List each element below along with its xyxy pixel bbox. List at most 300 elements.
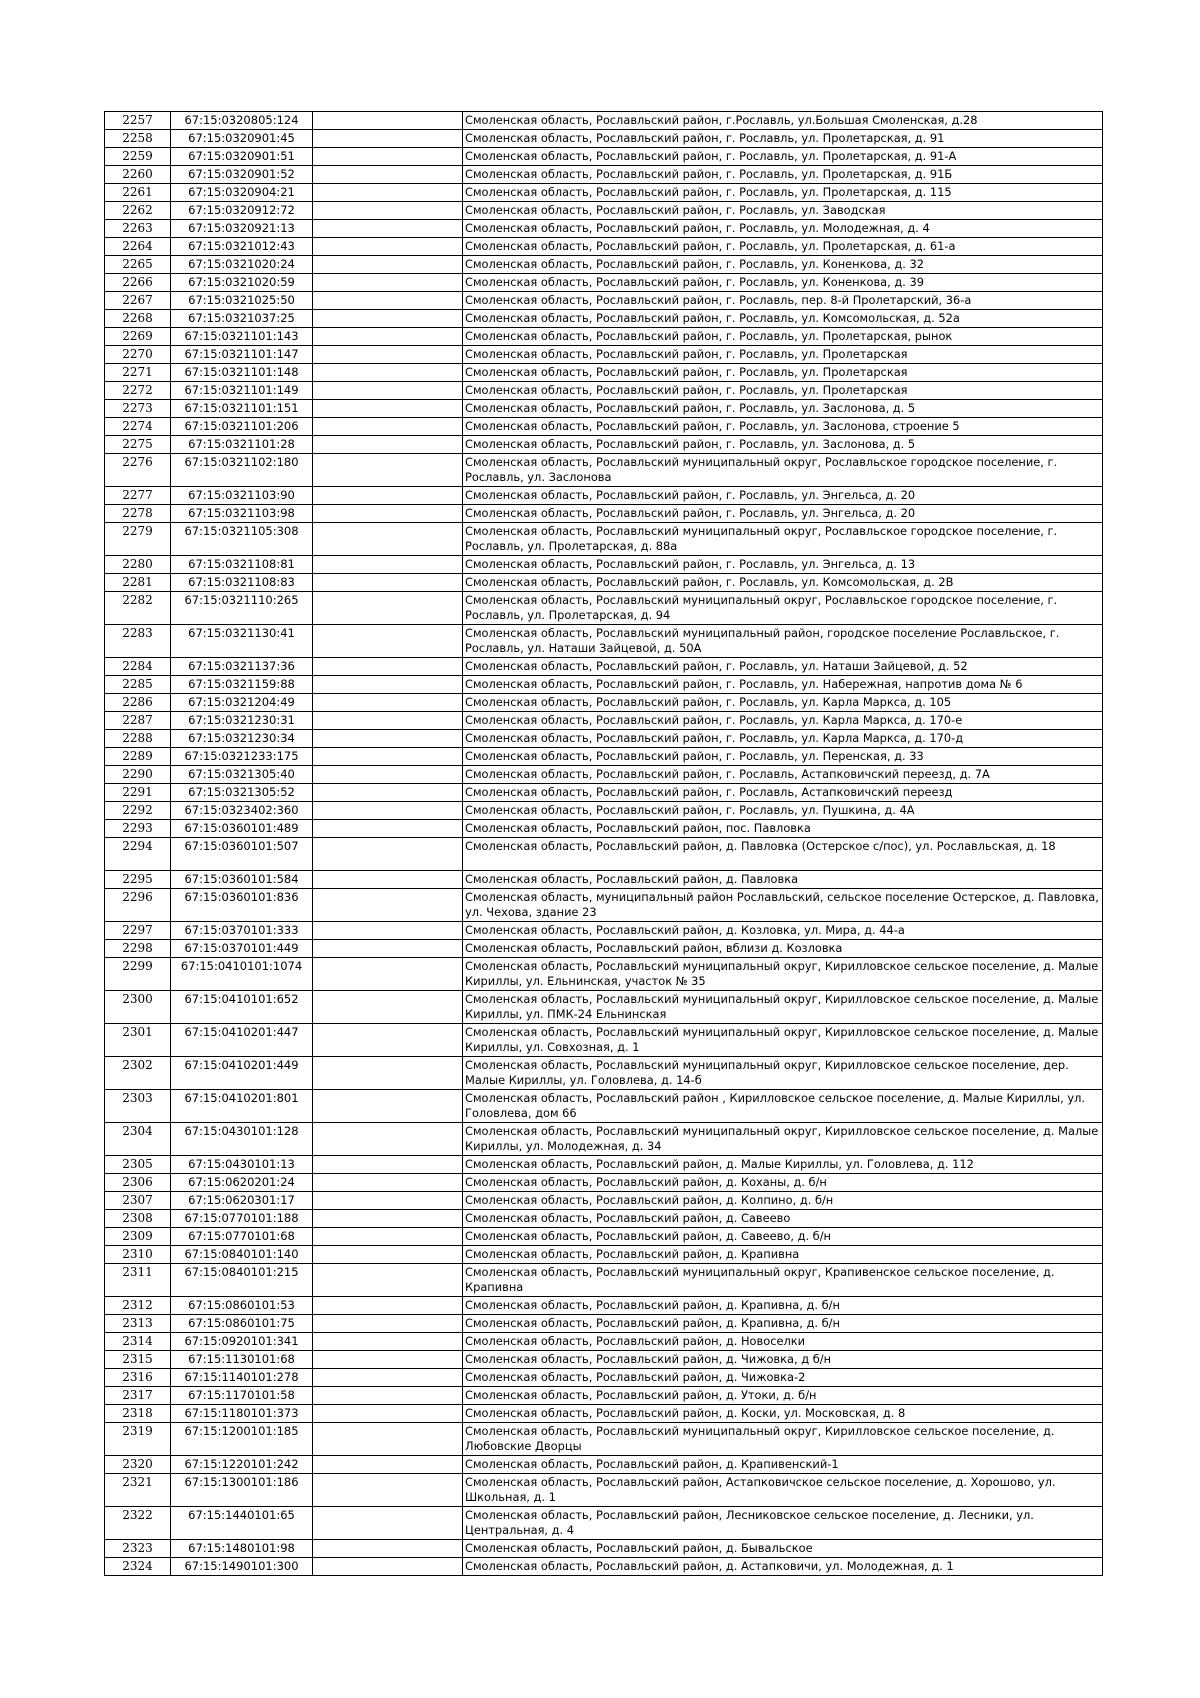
row-number: 2296 [105, 889, 171, 922]
cadastral-number: 67:15:0321101:148 [171, 364, 313, 382]
cadastral-number: 67:15:0410201:449 [171, 1057, 313, 1090]
address: Смоленская область, Рославльский район, г. Рославль, ул. Пролетарская [463, 382, 1103, 400]
empty-cell [313, 1387, 463, 1405]
table-row [105, 1228, 1103, 1246]
table-row [105, 1057, 1103, 1090]
empty-cell [313, 505, 463, 523]
table-row [105, 256, 1103, 274]
cadastral-number: 67:15:0321101:151 [171, 400, 313, 418]
address: Смоленская область, Рославльский район, г. Рославль, ул. Набережная, напротив дома № 6 [463, 676, 1103, 694]
cadastral-number: 67:15:0320912:72 [171, 202, 313, 220]
table-row [105, 712, 1103, 730]
address: Смоленская область, Рославльский район , Кирилловское сельское поселение, д. Малые Кириллы, ул. Головлева, дом 66 [463, 1090, 1103, 1123]
row-number: 2321 [105, 1474, 171, 1507]
row-number: 2285 [105, 676, 171, 694]
row-number: 2286 [105, 694, 171, 712]
table-row [105, 1246, 1103, 1264]
table-row [105, 838, 1103, 871]
table-row [105, 1456, 1103, 1474]
table-row [105, 1387, 1103, 1405]
row-number: 2320 [105, 1456, 171, 1474]
cadastral-number: 67:15:1490101:300 [171, 1558, 313, 1576]
address: Смоленская область, Рославльский район, д. Крапивна, д. б/н [463, 1315, 1103, 1333]
cadastral-number: 67:15:0321204:49 [171, 694, 313, 712]
cadastral-number: 67:15:0321037:25 [171, 310, 313, 328]
table-row [105, 220, 1103, 238]
table-row [105, 382, 1103, 400]
registry-rows [105, 112, 1103, 1576]
empty-cell [313, 556, 463, 574]
empty-cell [313, 991, 463, 1024]
address: Смоленская область, Рославльский район, г. Рославль, ул. Перенская, д. 33 [463, 748, 1103, 766]
address: Смоленская область, Рославльский район, г. Рославль, ул. Комсомольская, д. 52а [463, 310, 1103, 328]
table-row [105, 1123, 1103, 1156]
address: Смоленская область, Рославльский муниципальный район, городское поселение Рославльское, г. Рославль, ул. Наташи Зайцевой, д. 50А [463, 625, 1103, 658]
row-number: 2324 [105, 1558, 171, 1576]
table-row [105, 436, 1103, 454]
cadastral-number: 67:15:0370101:449 [171, 940, 313, 958]
empty-cell [313, 382, 463, 400]
cadastral-number: 67:15:0370101:333 [171, 922, 313, 940]
empty-cell [313, 1228, 463, 1246]
address: Смоленская область, Рославльский район, г. Рославль, ул. Пролетарская, д. 61-а [463, 238, 1103, 256]
row-number: 2313 [105, 1315, 171, 1333]
cadastral-number: 67:15:0320901:45 [171, 130, 313, 148]
cadastral-number: 67:15:0410101:652 [171, 991, 313, 1024]
empty-cell [313, 346, 463, 364]
empty-cell [313, 184, 463, 202]
empty-cell [313, 523, 463, 556]
empty-cell [313, 400, 463, 418]
row-number: 2276 [105, 454, 171, 487]
cadastral-number: 67:15:0321101:149 [171, 382, 313, 400]
row-number: 2289 [105, 748, 171, 766]
cadastral-number: 67:15:0920101:341 [171, 1333, 313, 1351]
cadastral-number: 67:15:1440101:65 [171, 1507, 313, 1540]
cadastral-number: 67:15:0321105:308 [171, 523, 313, 556]
table-row [105, 148, 1103, 166]
address: Смоленская область, Рославльский район, д. Чижовка-2 [463, 1369, 1103, 1387]
row-number: 2304 [105, 1123, 171, 1156]
address: Смоленская область, Рославльский район, г. Рославль, ул. Заслонова, строение 5 [463, 418, 1103, 436]
address: Смоленская область, Рославльский район, г. Рославль, пер. 8-й Пролетарский, 36-а [463, 292, 1103, 310]
cadastral-number: 67:15:0840101:215 [171, 1264, 313, 1297]
row-number: 2279 [105, 523, 171, 556]
row-number: 2277 [105, 487, 171, 505]
address: Смоленская область, Рославльский район, г. Рославль, ул. Пролетарская, рынок [463, 328, 1103, 346]
address: Смоленская область, Рославльский район, д. Коски, ул. Московская, д. 8 [463, 1405, 1103, 1423]
empty-cell [313, 220, 463, 238]
table-row [105, 523, 1103, 556]
table-row [105, 1264, 1103, 1297]
row-number: 2260 [105, 166, 171, 184]
address: Смоленская область, Рославльский район, д. Колпино, д. б/н [463, 1192, 1103, 1210]
table-row [105, 556, 1103, 574]
address: Смоленская область, Рославльский район, г. Рославль, ул. Наташи Зайцевой, д. 52 [463, 658, 1103, 676]
address: Смоленская область, Рославльский район, г. Рославль, ул. Коненкова, д. 39 [463, 274, 1103, 292]
cadastral-number: 67:15:0620301:17 [171, 1192, 313, 1210]
table-row [105, 940, 1103, 958]
address: Смоленская область, Рославльский район, г.Рославль, ул.Большая Смоленская, д.28 [463, 112, 1103, 130]
address: Смоленская область, Рославльский муниципальный округ, Кирилловское сельское поселение, д. Любовские Дворцы [463, 1423, 1103, 1456]
row-number: 2303 [105, 1090, 171, 1123]
row-number: 2264 [105, 238, 171, 256]
cadastral-number: 67:15:0321137:36 [171, 658, 313, 676]
empty-cell [313, 712, 463, 730]
table-row [105, 1156, 1103, 1174]
row-number: 2314 [105, 1333, 171, 1351]
address: Смоленская область, Рославльский район, г. Рославль, ул. Заводская [463, 202, 1103, 220]
address: Смоленская область, Рославльский район, д. Утоки, д. б/н [463, 1387, 1103, 1405]
empty-cell [313, 1315, 463, 1333]
row-number: 2259 [105, 148, 171, 166]
empty-cell [313, 112, 463, 130]
address: Смоленская область, Рославльский район, г. Рославль, ул. Пушкина, д. 4А [463, 802, 1103, 820]
table-row [105, 166, 1103, 184]
empty-cell [313, 1456, 463, 1474]
table-row [105, 1540, 1103, 1558]
table-row [105, 1192, 1103, 1210]
table-row [105, 1315, 1103, 1333]
table-row [105, 202, 1103, 220]
cadastral-number: 67:15:0321230:34 [171, 730, 313, 748]
empty-cell [313, 1174, 463, 1192]
empty-cell [313, 871, 463, 889]
empty-cell [313, 676, 463, 694]
row-number: 2291 [105, 784, 171, 802]
address: Смоленская область, Рославльский район, г. Рославль, ул. Карла Маркса, д. 170-е [463, 712, 1103, 730]
cadastral-number: 67:15:1180101:373 [171, 1405, 313, 1423]
address: Смоленская область, Рославльский район, д. Коханы, д. б/н [463, 1174, 1103, 1192]
cadastral-number: 67:15:0360101:489 [171, 820, 313, 838]
cadastral-number: 67:15:0321108:83 [171, 574, 313, 592]
cadastral-number: 67:15:0321102:180 [171, 454, 313, 487]
table-row [105, 625, 1103, 658]
address: Смоленская область, Рославльский район, г. Рославль, ул. Комсомольская, д. 2В [463, 574, 1103, 592]
table-row [105, 1174, 1103, 1192]
cadastral-number: 67:15:0323402:360 [171, 802, 313, 820]
table-row [105, 694, 1103, 712]
cadastral-number: 67:15:0321103:90 [171, 487, 313, 505]
empty-cell [313, 1264, 463, 1297]
address: Смоленская область, Рославльский район, г. Рославль, ул. Пролетарская, д. 115 [463, 184, 1103, 202]
empty-cell [313, 784, 463, 802]
address: Смоленская область, Рославльский район, Лесниковское сельское поселение, д. Лесники, ул. Центральная, д. 4 [463, 1507, 1103, 1540]
empty-cell [313, 1405, 463, 1423]
cadastral-number: 67:15:0410101:1074 [171, 958, 313, 991]
table-row [105, 1333, 1103, 1351]
cadastral-number: 67:15:0770101:188 [171, 1210, 313, 1228]
cadastral-number: 67:15:1130101:68 [171, 1351, 313, 1369]
row-number: 2318 [105, 1405, 171, 1423]
address: Смоленская область, Рославльский муниципальный округ, Кирилловское сельское поселение, д. Малые Кириллы, ул. Ельнинская, участок № 35 [463, 958, 1103, 991]
cadastral-number: 67:15:0321025:50 [171, 292, 313, 310]
empty-cell [313, 1156, 463, 1174]
row-number: 2282 [105, 592, 171, 625]
address: Смоленская область, Рославльский район, г. Рославль, ул. Пролетарская, д. 91 [463, 130, 1103, 148]
table-row [105, 889, 1103, 922]
address: Смоленская область, Рославльский район, г. Рославль, ул. Пролетарская, д. 91Б [463, 166, 1103, 184]
table-row [105, 346, 1103, 364]
address: Смоленская область, Рославльский муниципальный округ, Кирилловское сельское поселение, д. Малые Кириллы, ул. Молодежная, д. 34 [463, 1123, 1103, 1156]
row-number: 2278 [105, 505, 171, 523]
table-row [105, 958, 1103, 991]
address: Смоленская область, Рославльский муниципальный округ, Крапивенское сельское поселение, д. Крапивна [463, 1264, 1103, 1297]
address: Смоленская область, Рославльский район, д. Чижовка, д б/н [463, 1351, 1103, 1369]
cadastral-number: 67:15:0320805:124 [171, 112, 313, 130]
address: Смоленская область, Рославльский район, г. Рославль, ул. Заслонова, д. 5 [463, 400, 1103, 418]
address: Смоленская область, Рославльский район, д. Савеево [463, 1210, 1103, 1228]
row-number: 2263 [105, 220, 171, 238]
empty-cell [313, 1210, 463, 1228]
table-row [105, 505, 1103, 523]
address: Смоленская область, Рославльский район, д. Малые Кириллы, ул. Головлева, д. 112 [463, 1156, 1103, 1174]
empty-cell [313, 130, 463, 148]
address: Смоленская область, Рославльский район, г. Рославль, ул. Энгельса, д. 20 [463, 487, 1103, 505]
address: Смоленская область, Рославльский муниципальный округ, Кирилловское сельское поселение, д. Малые Кириллы, ул. Совхозная, д. 1 [463, 1024, 1103, 1057]
table-row [105, 1297, 1103, 1315]
empty-cell [313, 1507, 463, 1540]
row-number: 2261 [105, 184, 171, 202]
cadastral-number: 67:15:0360101:507 [171, 838, 313, 871]
row-number: 2305 [105, 1156, 171, 1174]
row-number: 2281 [105, 574, 171, 592]
cadastral-number: 67:15:1170101:58 [171, 1387, 313, 1405]
empty-cell [313, 940, 463, 958]
cadastral-number: 67:15:0321159:88 [171, 676, 313, 694]
row-number: 2323 [105, 1540, 171, 1558]
table-row [105, 184, 1103, 202]
cadastral-number: 67:15:0410201:447 [171, 1024, 313, 1057]
table-row [105, 871, 1103, 889]
cadastral-number: 67:15:0360101:584 [171, 871, 313, 889]
cadastral-number: 67:15:0840101:140 [171, 1246, 313, 1264]
cadastral-number: 67:15:0321103:98 [171, 505, 313, 523]
empty-cell [313, 922, 463, 940]
table-row [105, 238, 1103, 256]
row-number: 2311 [105, 1264, 171, 1297]
row-number: 2287 [105, 712, 171, 730]
empty-cell [313, 418, 463, 436]
empty-cell [313, 1123, 463, 1156]
empty-cell [313, 436, 463, 454]
row-number: 2309 [105, 1228, 171, 1246]
empty-cell [313, 1246, 463, 1264]
table-row [105, 274, 1103, 292]
empty-cell [313, 1024, 463, 1057]
table-row [105, 991, 1103, 1024]
table-row [105, 454, 1103, 487]
row-number: 2268 [105, 310, 171, 328]
empty-cell [313, 166, 463, 184]
cadastral-number: 67:15:0321305:40 [171, 766, 313, 784]
table-row [105, 328, 1103, 346]
table-row [105, 658, 1103, 676]
row-number: 2307 [105, 1192, 171, 1210]
cadastral-number: 67:15:0321108:81 [171, 556, 313, 574]
row-number: 2312 [105, 1297, 171, 1315]
row-number: 2270 [105, 346, 171, 364]
address: Смоленская область, Рославльский район, д. Павловка [463, 871, 1103, 889]
empty-cell [313, 1369, 463, 1387]
row-number: 2317 [105, 1387, 171, 1405]
row-number: 2301 [105, 1024, 171, 1057]
address: Смоленская область, Рославльский район, г. Рославль, ул. Карла Маркса, д. 170-д [463, 730, 1103, 748]
address: Смоленская область, Рославльский муниципальный округ, Кирилловское сельское поселение, дер. Малые Кириллы, ул. Головлева, д. 14-б [463, 1057, 1103, 1090]
table-row [105, 418, 1103, 436]
cadastral-number: 67:15:0321230:31 [171, 712, 313, 730]
row-number: 2310 [105, 1246, 171, 1264]
row-number: 2269 [105, 328, 171, 346]
table-row [105, 130, 1103, 148]
table-row [105, 784, 1103, 802]
row-number: 2258 [105, 130, 171, 148]
row-number: 2267 [105, 292, 171, 310]
address: Смоленская область, муниципальный район Рославльский, сельское поселение Остерское, д. Павловка, ул. Чехова, здание 23 [463, 889, 1103, 922]
cadastral-number: 67:15:1140101:278 [171, 1369, 313, 1387]
address: Смоленская область, Рославльский муниципальный округ, Рославльское городское поселение, г. Рославль, ул. Пролетарская, д. 88а [463, 523, 1103, 556]
cadastral-number: 67:15:0860101:75 [171, 1315, 313, 1333]
empty-cell [313, 625, 463, 658]
empty-cell [313, 1423, 463, 1456]
cadastral-number: 67:15:0430101:128 [171, 1123, 313, 1156]
table-row [105, 487, 1103, 505]
table-row [105, 1405, 1103, 1423]
row-number: 2272 [105, 382, 171, 400]
table-row [105, 1369, 1103, 1387]
table-row [105, 1558, 1103, 1576]
empty-cell [313, 238, 463, 256]
empty-cell [313, 574, 463, 592]
empty-cell [313, 730, 463, 748]
cadastral-number: 67:15:0321130:41 [171, 625, 313, 658]
table-row [105, 592, 1103, 625]
cadastral-number: 67:15:0321020:59 [171, 274, 313, 292]
row-number: 2271 [105, 364, 171, 382]
row-number: 2265 [105, 256, 171, 274]
table-row [105, 676, 1103, 694]
cadastral-number: 67:15:0321305:52 [171, 784, 313, 802]
table-row [105, 1351, 1103, 1369]
address: Смоленская область, Рославльский район, г. Рославль, Астапковичский переезд, д. 7А [463, 766, 1103, 784]
cadastral-number: 67:15:0320901:52 [171, 166, 313, 184]
row-number: 2262 [105, 202, 171, 220]
empty-cell [313, 364, 463, 382]
row-number: 2280 [105, 556, 171, 574]
row-number: 2308 [105, 1210, 171, 1228]
cadastral-number: 67:15:0360101:836 [171, 889, 313, 922]
address: Смоленская область, Рославльский район, г. Рославль, ул. Молодежная, д. 4 [463, 220, 1103, 238]
empty-cell [313, 820, 463, 838]
row-number: 2315 [105, 1351, 171, 1369]
address: Смоленская область, Рославльский район, д. Астапковичи, ул. Молодежная, д. 1 [463, 1558, 1103, 1576]
empty-cell [313, 1351, 463, 1369]
table-row [105, 1423, 1103, 1456]
empty-cell [313, 1297, 463, 1315]
empty-cell [313, 256, 463, 274]
cadastral-number: 67:15:0320901:51 [171, 148, 313, 166]
cadastral-number: 67:15:0320921:13 [171, 220, 313, 238]
address: Смоленская область, Рославльский район, вблизи д. Козловка [463, 940, 1103, 958]
row-number: 2266 [105, 274, 171, 292]
address: Смоленская область, Рославльский район, г. Рославль, ул. Энгельса, д. 13 [463, 556, 1103, 574]
cadastral-number: 67:15:0321012:43 [171, 238, 313, 256]
empty-cell [313, 658, 463, 676]
empty-cell [313, 202, 463, 220]
table-row [105, 1024, 1103, 1057]
address: Смоленская область, Рославльский район, д. Крапивна [463, 1246, 1103, 1264]
table-row [105, 766, 1103, 784]
cadastral-number: 67:15:0410201:801 [171, 1090, 313, 1123]
empty-cell [313, 487, 463, 505]
row-number: 2293 [105, 820, 171, 838]
address: Смоленская область, Рославльский район, г. Рославль, ул. Пролетарская [463, 346, 1103, 364]
address: Смоленская область, Рославльский муниципальный округ, Рославльское городское поселение, г. Рославль, ул. Заслонова [463, 454, 1103, 487]
address: Смоленская область, Рославльский район, г. Рославль, ул. Заслонова, д. 5 [463, 436, 1103, 454]
address: Смоленская область, Рославльский район, д. Крапивна, д. б/н [463, 1297, 1103, 1315]
row-number: 2294 [105, 838, 171, 871]
table-row [105, 400, 1103, 418]
row-number: 2319 [105, 1423, 171, 1456]
cadastral-number: 67:15:0321101:206 [171, 418, 313, 436]
empty-cell [313, 838, 463, 871]
table-row [105, 748, 1103, 766]
cadastral-number: 67:15:0430101:13 [171, 1156, 313, 1174]
empty-cell [313, 1540, 463, 1558]
empty-cell [313, 274, 463, 292]
empty-cell [313, 958, 463, 991]
address: Смоленская область, Рославльский район, д. Новоселки [463, 1333, 1103, 1351]
cadastral-number: 67:15:0320904:21 [171, 184, 313, 202]
empty-cell [313, 310, 463, 328]
empty-cell [313, 889, 463, 922]
cadastral-number: 67:15:0860101:53 [171, 1297, 313, 1315]
registry-table [104, 111, 1103, 1576]
table-row [105, 310, 1103, 328]
cadastral-number: 67:15:1480101:98 [171, 1540, 313, 1558]
table-row [105, 574, 1103, 592]
address: Смоленская область, Рославльский район, г. Рославль, ул. Пролетарская [463, 364, 1103, 382]
cadastral-number: 67:15:0321110:265 [171, 592, 313, 625]
address: Смоленская область, Рославльский район, г. Рославль, Астапковичский переезд [463, 784, 1103, 802]
empty-cell [313, 148, 463, 166]
empty-cell [313, 592, 463, 625]
row-number: 2299 [105, 958, 171, 991]
empty-cell [313, 1474, 463, 1507]
row-number: 2273 [105, 400, 171, 418]
address: Смоленская область, Рославльский район, д. Павловка (Остерское с/пос), ул. Рославльская, д. 18 [463, 838, 1103, 871]
cadastral-number: 67:15:0321233:175 [171, 748, 313, 766]
cadastral-number: 67:15:0321020:24 [171, 256, 313, 274]
row-number: 2302 [105, 1057, 171, 1090]
empty-cell [313, 1057, 463, 1090]
address: Смоленская область, Рославльский район, пос. Павловка [463, 820, 1103, 838]
row-number: 2290 [105, 766, 171, 784]
cadastral-number: 67:15:1300101:186 [171, 1474, 313, 1507]
empty-cell [313, 694, 463, 712]
table-row [105, 112, 1103, 130]
row-number: 2300 [105, 991, 171, 1024]
row-number: 2306 [105, 1174, 171, 1192]
row-number: 2288 [105, 730, 171, 748]
table-row [105, 1507, 1103, 1540]
table-row [105, 1090, 1103, 1123]
row-number: 2297 [105, 922, 171, 940]
row-number: 2284 [105, 658, 171, 676]
row-number: 2298 [105, 940, 171, 958]
cadastral-number: 67:15:1220101:242 [171, 1456, 313, 1474]
empty-cell [313, 1558, 463, 1576]
